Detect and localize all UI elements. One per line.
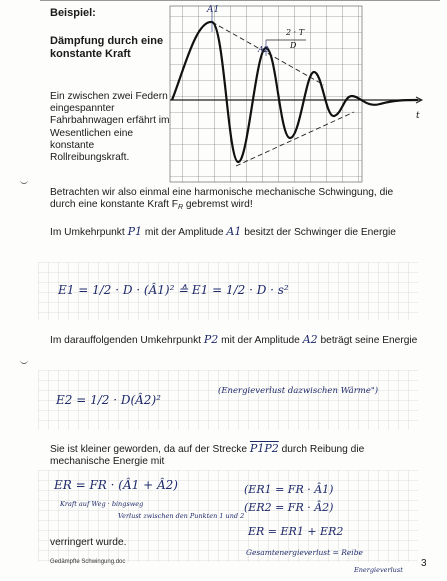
reduction-text-b: durch Reibung die mechanische Energie mit [50, 444, 365, 468]
handwritten-p2: P2 [203, 333, 219, 346]
handwritten-p1: P1 [127, 225, 142, 238]
equation-er1: (ER1 = FR · Â1) [244, 483, 334, 496]
tp2-text-a: Im darauffolgenden Umkehrpunkt [50, 335, 202, 346]
equation-e2: E2 = 1/2 · D(Â2)² [56, 393, 161, 407]
note-energy-loss: (Energieverlust dazwischen Wärme") [218, 386, 379, 396]
label-period: 2 · T [286, 28, 305, 37]
note-er-2: Verlust zwischen den Punkten 1 und 2 [118, 512, 245, 520]
handwritten-a1: A1 [226, 225, 242, 238]
heading: Beispiel: [50, 7, 96, 19]
note-er-1: Kraft auf Weg · bingsweg [60, 500, 144, 508]
subheading: Dämpfung durch eine konstante Kraft [50, 35, 164, 60]
paragraph-forced-damping-text: Betrachten wir also einmal eine harmonische mechanische Schwingung, die durch eine konstante Kraft F [50, 187, 394, 211]
note-total-loss: Gesamtenergieverlust = Reibe [246, 548, 363, 557]
damped-oscillation-graph [166, 0, 432, 190]
tp1-text-a: Im Umkehrpunkt [50, 227, 125, 238]
paragraph-forced-damping [50, 187, 420, 214]
tp1-text-b: mit der Amplitude [144, 227, 224, 238]
tp2-text-b: mit der Amplitude [221, 335, 300, 346]
footer-filename: Gedämpfte Schwingung.doc [50, 559, 126, 565]
paragraph-turning-point-2 [50, 334, 420, 347]
label-a2: A2 [258, 45, 269, 54]
paragraph-energy-reduction [50, 443, 420, 468]
tp1-text-c: besitzt der Schwinger die Energie [244, 227, 396, 238]
page-number: 3 [421, 558, 427, 569]
label-period-denominator: D [290, 41, 297, 50]
paragraph-reduced: verringert wurde. [50, 537, 127, 548]
margin-mark-2 [20, 360, 28, 364]
handwritten-p1p2: P1P2 [249, 442, 279, 455]
intro-paragraph: Ein zwischen zwei Federn eingespannter Fahrbahnwagen erfährt im Wesentlichen eine konstante Rollreibungskraft. [50, 91, 170, 164]
equation-e1-alt: ≙ E1 = 1/2 · D · s² [178, 283, 289, 297]
paragraph-turning-point-1 [50, 226, 420, 239]
force-subscript: R [177, 204, 184, 212]
reduction-text-a: Sie ist kleiner geworden, da auf der Strecke [50, 444, 248, 455]
margin-mark [20, 180, 28, 184]
equation-er2: (ER2 = FR · Â2) [244, 501, 334, 514]
equation-er-sum: ER = ER1 + ER2 [248, 525, 344, 538]
equation-e1: E1 = 1/2 · D · (Â1)² [58, 283, 175, 297]
paragraph-forced-damping-end: gebremst wird! [183, 199, 253, 211]
axis-label-t: t [416, 111, 420, 121]
handwritten-a2: A2 [302, 333, 318, 346]
equation-er: ER = FR · (Â1 + Â2) [54, 478, 178, 492]
label-a1: A1 [207, 5, 220, 15]
note-total-loss-b: Energieverlust [354, 566, 403, 574]
tp2-text-c: beträgt seine Energie [320, 335, 418, 346]
